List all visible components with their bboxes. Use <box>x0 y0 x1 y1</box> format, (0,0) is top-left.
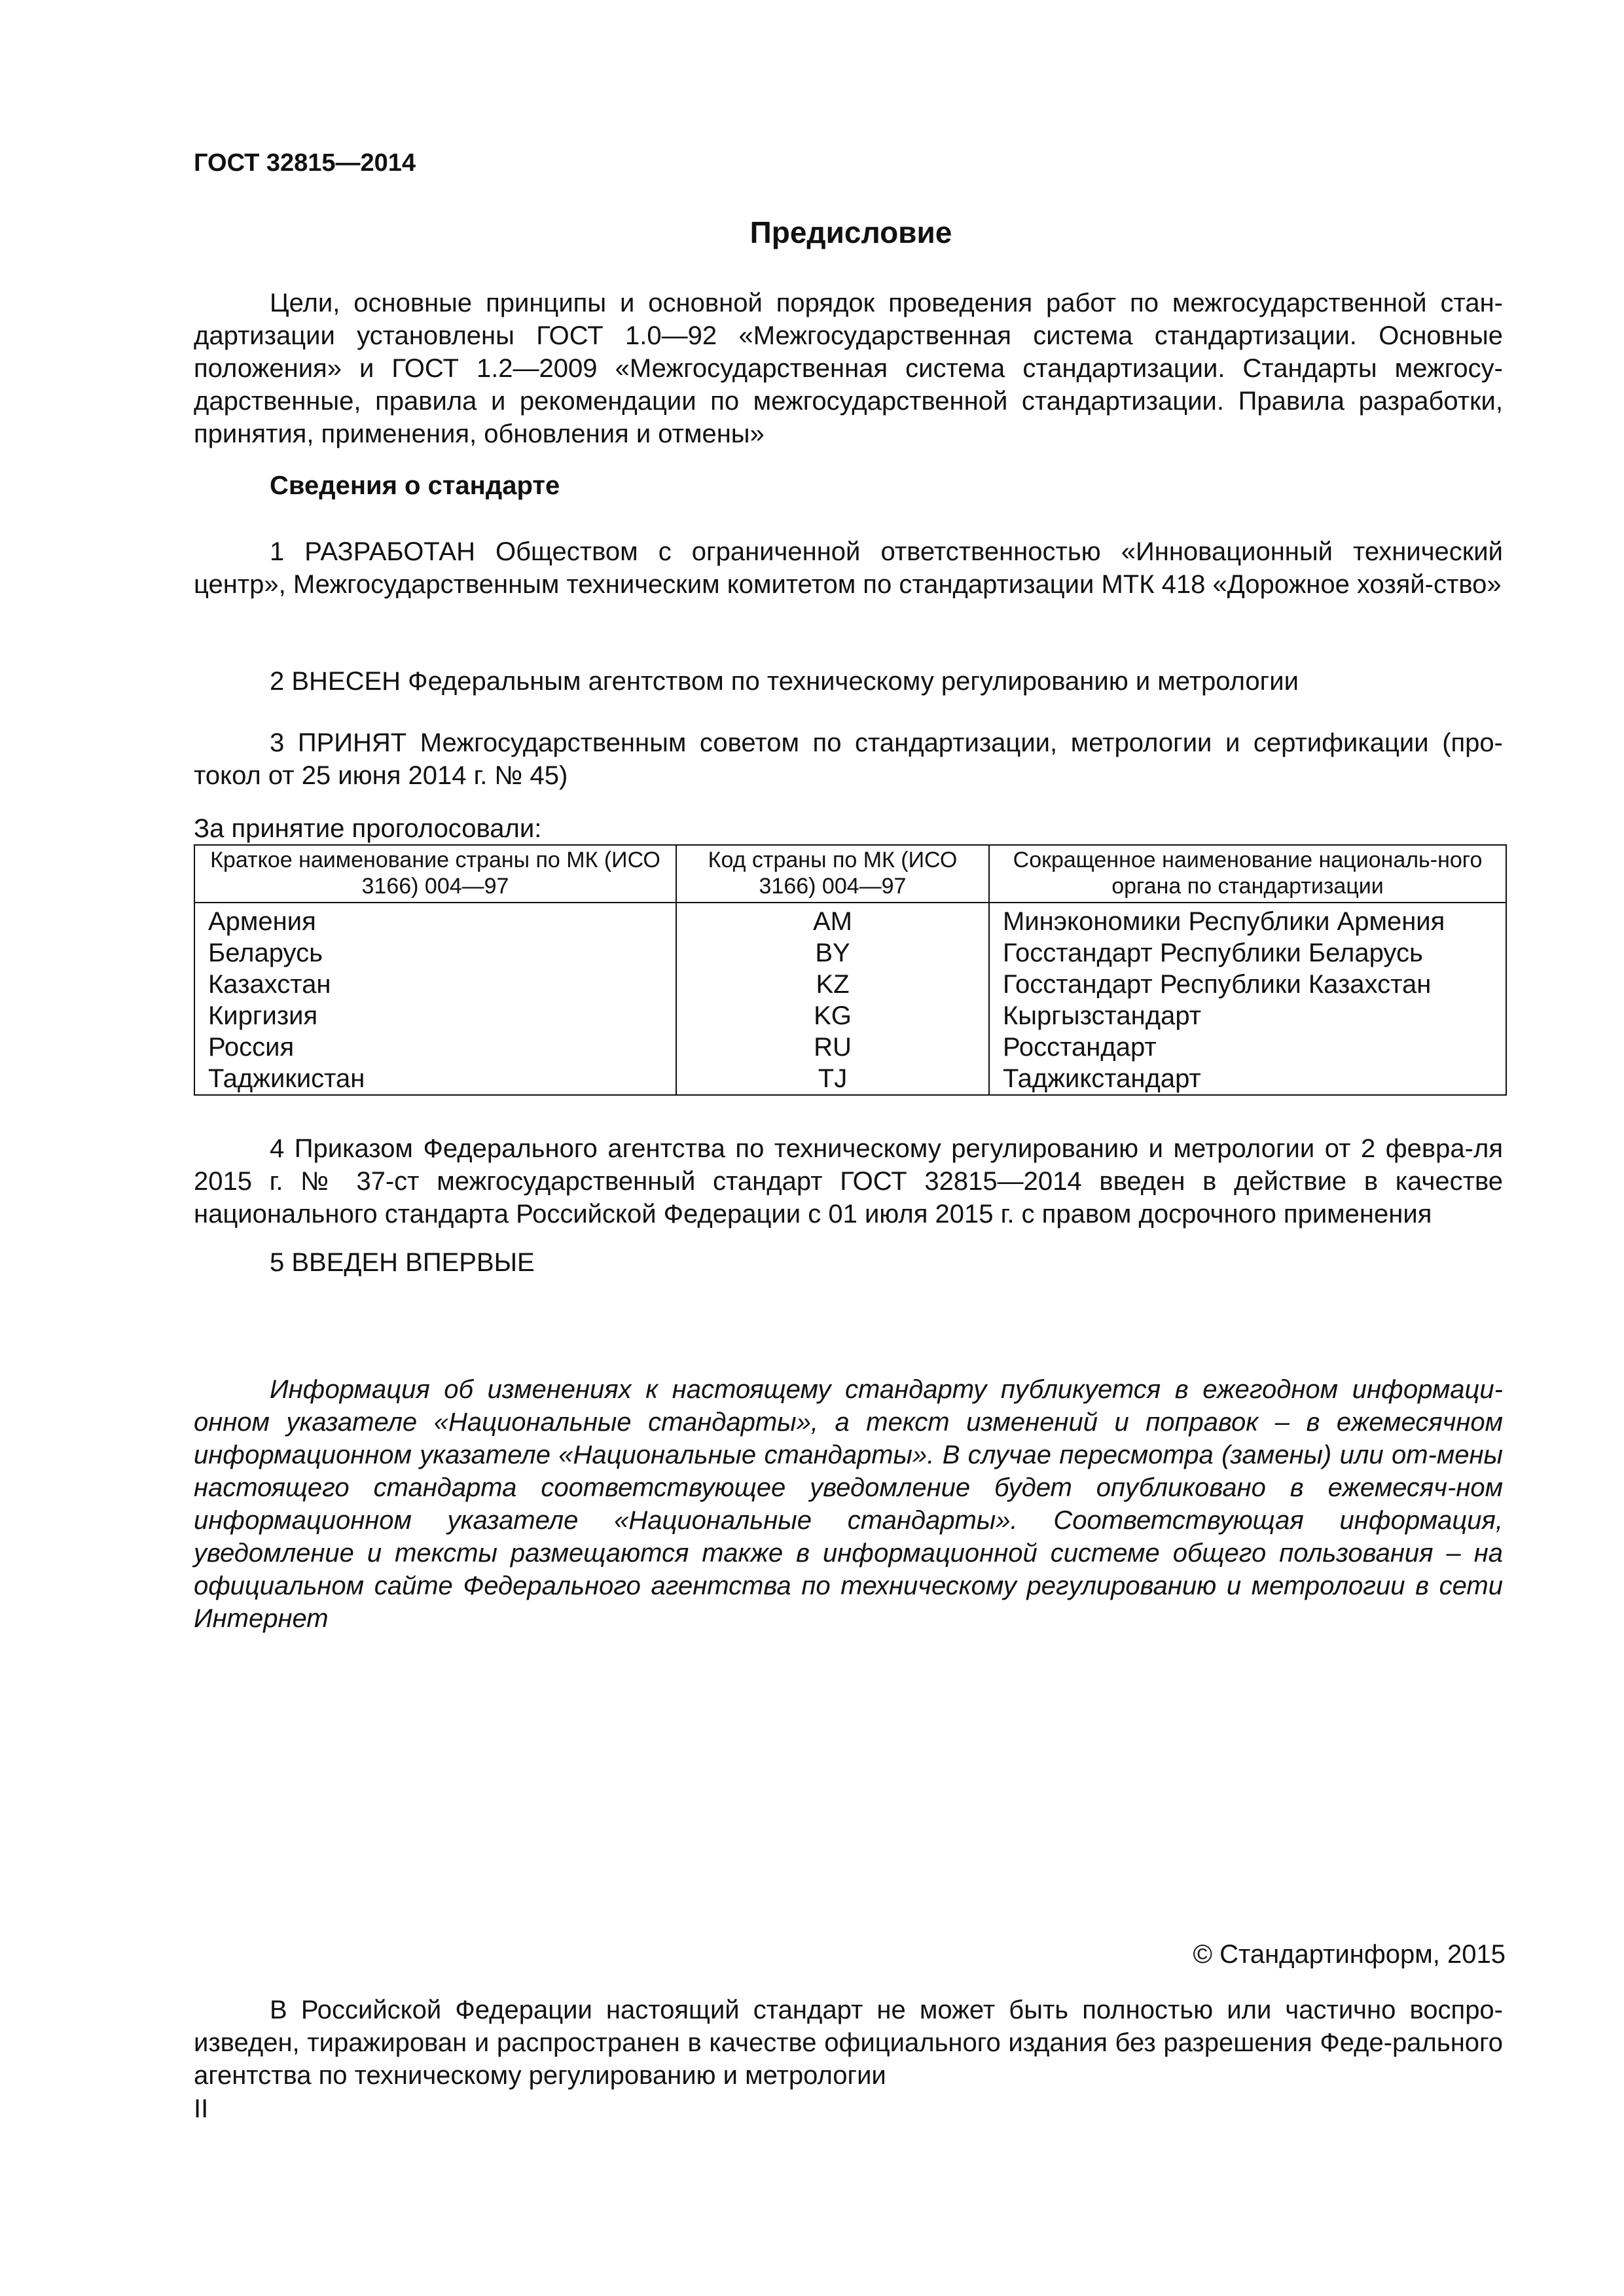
item-developed: 1 РАЗРАБОТАН Обществом с ограниченной ответственностью «Инновационный технический центр», Межгосударственным техническим комитетом по стандартизации МТК 418 «Дорожное хозяй-ство» <box>194 537 1503 599</box>
column-header-country-code: Код страны по МК (ИСО 3166) 004—97 <box>676 845 989 903</box>
country-name: Армения <box>194 903 676 937</box>
national-body: Росстандарт <box>989 1031 1506 1063</box>
country-name: Россия <box>194 1031 676 1063</box>
votes-caption: За принятие проголосовали: <box>194 814 542 843</box>
member-countries-table <box>194 844 1507 1096</box>
document-code-header: ГОСТ 32815—2014 <box>194 149 416 177</box>
column-header-country-name: Краткое наименование страны по МК (ИСО 3166) 004—97 <box>194 845 676 903</box>
page-number: II <box>194 2094 209 2123</box>
national-body: Госстандарт Республики Беларусь <box>989 937 1506 969</box>
country-name: Беларусь <box>194 937 676 969</box>
country-code: KZ <box>676 969 989 1000</box>
country-name: Казахстан <box>194 969 676 1000</box>
table-row <box>194 969 1506 1000</box>
page-title: Предисловие <box>749 215 952 249</box>
country-code: AM <box>676 903 989 937</box>
table-row <box>194 937 1506 969</box>
item-adopted: 3 ПРИНЯТ Межгосударственным советом по стандартизации, метрологии и сертификации (про-токол от 25 июня 2014 г. № 45) <box>194 728 1503 790</box>
foreword-intro-paragraph: Цели, основные принципы и основной порядок проведения работ по межгосударственной стан-дартизации установлены ГОСТ 1.0—92 «Межгосударственная система стандартизации. Основные положения» и ГОСТ 1.2—2009 «Межгосударственная система стандартизации. Стандарты межгосу-дарственные, правила и рекомендации по межгосударственной стандартизации. Правила разработки, принятия, применения, обновления и отмены» <box>194 289 1503 448</box>
copyright-notice: © Стандартинформ, 2015 <box>1193 1940 1506 1969</box>
country-code: KG <box>676 1000 989 1031</box>
item-introduced: 2 ВНЕСЕН Федеральным агентством по техническому регулированию и метрологии <box>270 667 1299 696</box>
country-name: Киргизия <box>194 1000 676 1031</box>
item-order: 4 Приказом Федерального агентства по техническому регулированию и метрологии от 2 февра-ля 2015 г. № 37-ст межгосударственный стандарт ГОСТ 32815—2014 введен в действие в качестве национального стандарта Российской Федерации с 01 июля 2015 г. с правом досрочного применения <box>194 1134 1503 1229</box>
national-body: Таджикстандарт <box>989 1063 1506 1095</box>
table-row <box>194 903 1506 937</box>
national-body: Кыргызстандарт <box>989 1000 1506 1031</box>
item-first-introduced: 5 ВВЕДЕН ВПЕРВЫЕ <box>270 1248 535 1277</box>
country-name: Таджикистан <box>194 1063 676 1095</box>
column-header-national-body: Сокращенное наименование националь-ного органа по стандартизации <box>989 845 1506 903</box>
table-row <box>194 1000 1506 1031</box>
changes-info-paragraph: Информация об изменениях к настоящему стандарту публикуется в ежегодном информаци-онном указателе «Национальные стандарты», а текст изменений и поправок – в ежемесячном информационном указателе «Национальные стандарты». В случае пересмотра (замены) или от-мены настоящего стандарта соответствующее уведомление будет опубликовано в ежемесяч-ном информационном указателе «Национальные стандарты». Соответствующая информация, уведомление и тексты размещаются также в информационной системе общего пользования – на официальном сайте Федерального агентства по техническому регулированию и метрологии в сети Интернет <box>194 1375 1503 1633</box>
table-header-row <box>194 845 1506 903</box>
table-row <box>194 1031 1506 1063</box>
legal-notice-paragraph: В Российской Федерации настоящий стандарт не может быть полностью или частично воспро-изведен, тиражирован и распространен в качестве официального издания без разрешения Феде-рального агентства по техническому регулированию и метрологии <box>194 1996 1503 2090</box>
national-body: Госстандарт Республики Казахстан <box>989 969 1506 1000</box>
national-body: Минэкономики Республики Армения <box>989 903 1506 937</box>
standard-info-heading: Сведения о стандарте <box>270 471 560 500</box>
country-code: TJ <box>676 1063 989 1095</box>
country-code: BY <box>676 937 989 969</box>
table-row <box>194 1063 1506 1095</box>
country-code: RU <box>676 1031 989 1063</box>
